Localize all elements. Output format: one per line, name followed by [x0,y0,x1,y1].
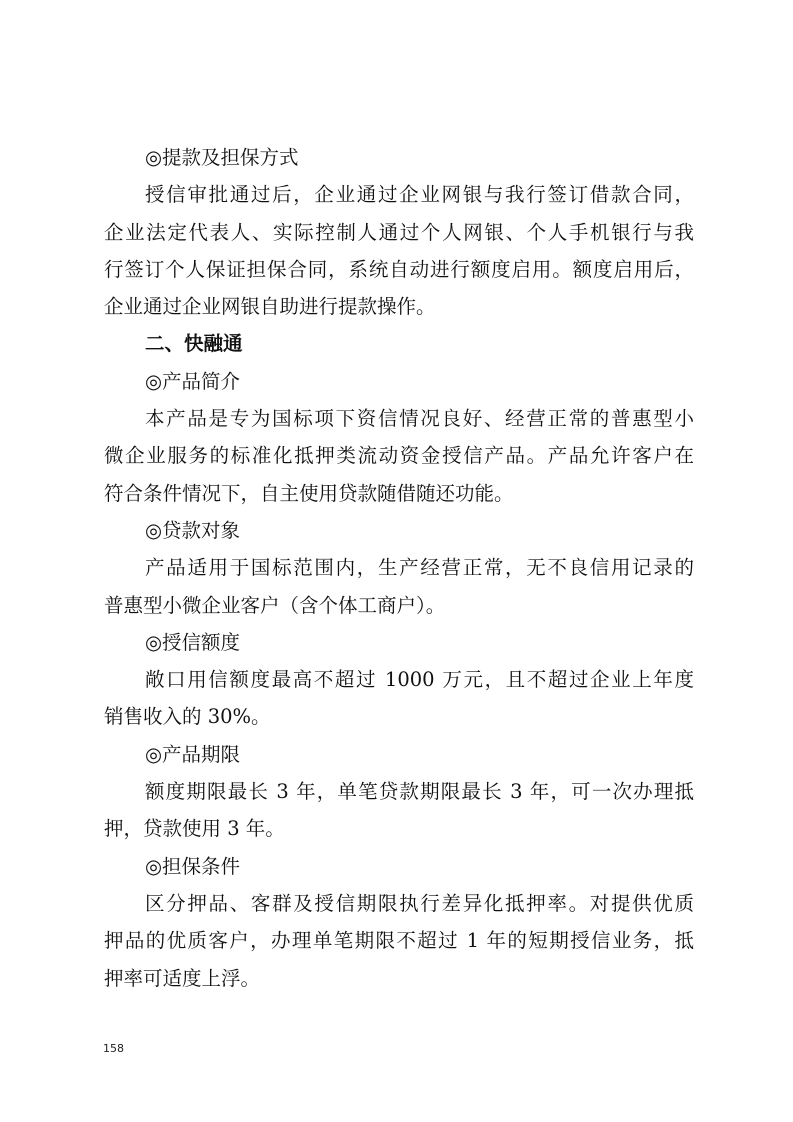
heading-product-term: ◎产品期限 [145,742,241,766]
heading-withdrawal-guarantee: ◎提款及担保方式 [145,146,299,169]
body-text [104,139,694,997]
paragraph-line: 行签订个人保证担保合同，系统自动进行额度启用。额度启用后， [104,257,694,281]
paragraph-line: 区分押品、客群及授信期限执行差异化抵押率。对提供优质 [145,891,694,915]
paragraph-line: 授信审批通过后，企业通过企业网银与我行签订借款合同， [145,183,694,207]
paragraph-line: 产品适用于国标范围内，生产经营正常，无不良信用记录的 [145,556,694,580]
paragraph-line: 额度期限最长 3 年，单笔贷款期限最长 3 年，可一次办理抵 [145,780,694,804]
paragraph-line: 微企业服务的标准化抵押类流动资金授信产品。产品允许客户在 [104,444,694,468]
paragraph-line: 押率可适度上浮。 [104,966,261,990]
heading-loan-target: ◎贷款对象 [145,518,241,542]
paragraph-line: 本产品是专为国标项下资信情况良好、经营正常的普惠型小 [145,407,694,431]
section-heading-kuairongtong: 二、快融通 [145,332,243,356]
paragraph-line: 押品的优质客户，办理单笔期限不超过 1 年的短期授信业务，抵 [104,929,694,953]
heading-guarantee-conditions: ◎担保条件 [145,854,241,878]
paragraph-line: 押，贷款使用 3 年。 [104,817,285,841]
heading-credit-limit: ◎授信额度 [145,630,241,654]
paragraph-line: 普惠型小微企业客户（含个体工商户）。 [104,593,446,617]
paragraph-line: 敞口用信额度最高不超过 1000 万元，且不超过企业上年度 [145,668,694,692]
paragraph-line: 符合条件情况下，自主使用贷款随借随还功能。 [104,481,514,505]
paragraph-line: 企业通过企业网银自助进行提款操作。 [104,295,436,319]
heading-product-intro: ◎产品简介 [145,369,241,393]
page-number: 158 [103,1042,124,1055]
paragraph-line: 企业法定代表人、实际控制人通过个人网银、个人手机银行与我 [104,220,694,244]
paragraph-line: 销售收入的 30%。 [104,705,271,729]
